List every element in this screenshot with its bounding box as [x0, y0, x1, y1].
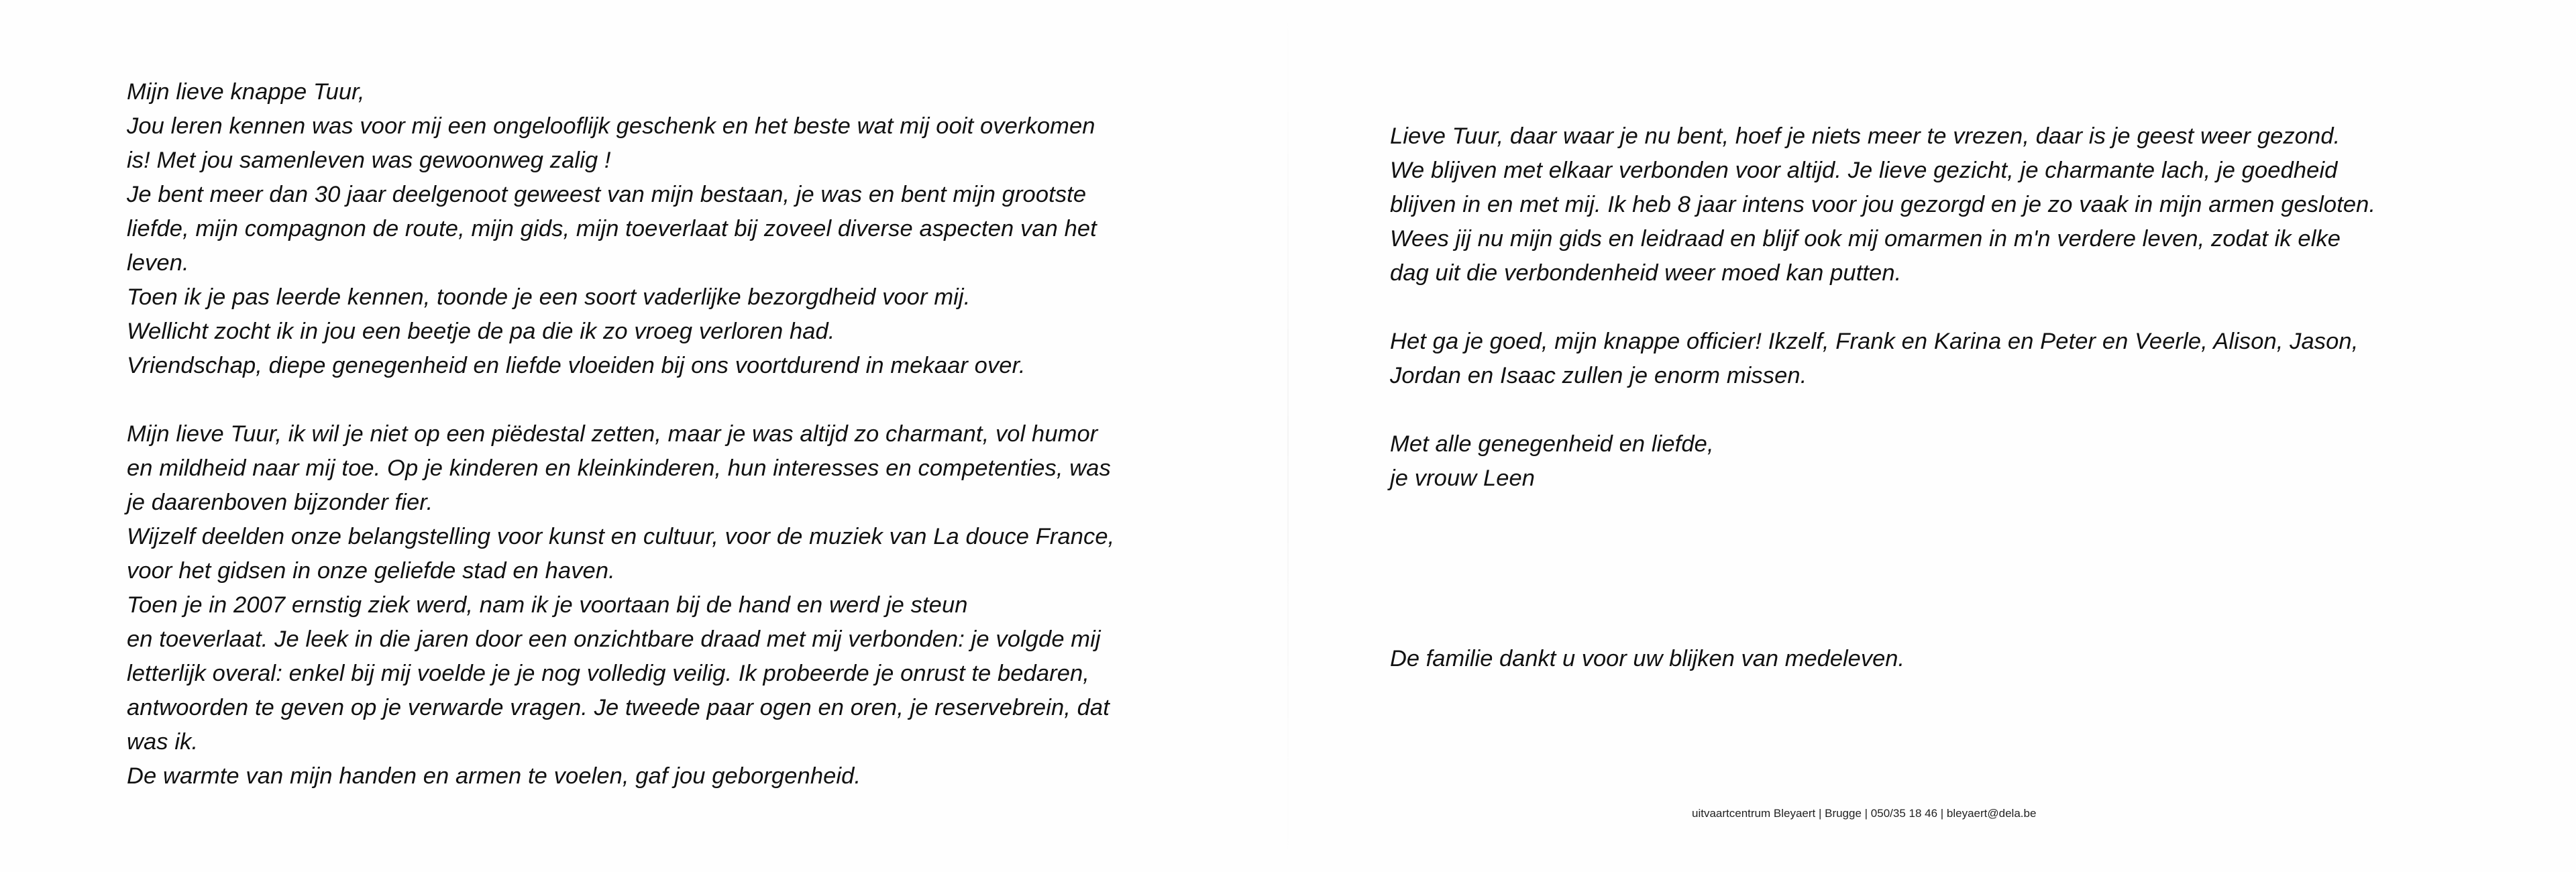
text-line: Wees jij nu mijn gids en leidraad en blijf ook mij omarmen in m'n verdere leven, zodat ik elke [1390, 226, 2341, 252]
text-line: We blijven met elkaar verbonden voor altijd. Je lieve gezicht, je charmante lach, je goedheid [1390, 158, 2338, 183]
text-line: Lieve Tuur, daar waar je nu bent, hoef je niets meer te vrezen, daar is je geest weer gezond. [1390, 123, 2341, 149]
text-line: Toen je in 2007 ernstig ziek werd, nam ik je voortaan bij de hand en werd je steun [127, 592, 968, 618]
text-line: De warmte van mijn handen en armen te voelen, gaf jou geborgenheid. [127, 763, 861, 789]
text-line: Jordan en Isaac zullen je enorm missen. [1390, 363, 1807, 388]
text-line: Jou leren kennen was voor mij een ongelooflijk geschenk en het beste wat mij ooit overkomen [127, 113, 1095, 139]
family-thanks: De familie dankt u voor uw blijken van medeleven. [1390, 646, 1905, 671]
text-line: liefde, mijn compagnon de route, mijn gids, mijn toeverlaat bij zoveel diverse aspecten van het [127, 216, 1097, 241]
text-line: voor het gidsen in onze geliefde stad en haven. [127, 558, 615, 584]
text-line: Toen ik je pas leerde kennen, toonde je een soort vaderlijke bezorgdheid voor mij. [127, 284, 971, 310]
funeral-home-footer: uitvaartcentrum Bleyaert | Brugge | 050/35 18 46 | bleyaert@dela.be [1692, 807, 2037, 820]
paragraph-gap [1390, 393, 2530, 427]
text-line: antwoorden te geven op je verwarde vragen. Je tweede paar ogen en oren, je reservebrein, dat [127, 695, 1110, 720]
signature-line: je vrouw Leen [1390, 466, 1536, 491]
paragraph-gap [127, 383, 1227, 417]
text-line: Je bent meer dan 30 jaar deelgenoot geweest van mijn bestaan, je was en bent mijn grootste [127, 182, 1087, 207]
left-column-text [127, 75, 1227, 794]
text-line: je daarenboven bijzonder fier. [127, 490, 433, 515]
text-line: Het ga je goed, mijn knappe officier! Ikzelf, Frank en Karina en Peter en Veerle, Alison, Jason, [1390, 329, 2359, 354]
text-line: is! Met jou samenleven was gewoonweg zalig ! [127, 148, 611, 173]
text-line: blijven in en met mij. Ik heb 8 jaar intens voor jou gezorgd en je zo vaak in mijn armen gesloten. [1390, 192, 2376, 217]
closing-line: Met alle genegenheid en liefde, [1390, 431, 1714, 457]
fold-line [1287, 0, 1289, 872]
paragraph-gap [1390, 290, 2530, 325]
text-line: leven. [127, 250, 189, 276]
text-line: Mijn lieve Tuur, ik wil je niet op een piëdestal zetten, maar je was altijd zo charmant, vol humor [127, 421, 1098, 447]
text-line: Wijzelf deelden onze belangstelling voor kunst en cultuur, voor de muziek van La douce France, [127, 524, 1115, 549]
text-line: en toeverlaat. Je leek in die jaren door een onzichtbare draad met mij verbonden: je volgde mij [127, 626, 1101, 652]
text-line: letterlijk overal: enkel bij mij voelde je je nog volledig veilig. Ik probeerde je onrust te bedaren, [127, 661, 1089, 686]
text-line: en mildheid naar mij toe. Op je kinderen en kleinkinderen, hun interesses en competenties, was [127, 455, 1111, 481]
text-line: was ik. [127, 729, 199, 755]
text-line: Mijn lieve knappe Tuur, [127, 79, 365, 105]
text-line: dag uit die verbondenheid weer moed kan putten. [1390, 260, 1902, 286]
text-line: Wellicht zocht ik in jou een beetje de pa die ik zo vroeg verloren had. [127, 319, 835, 344]
text-line: Vriendschap, diepe genegenheid en liefde vloeiden bij ons voortdurend in mekaar over. [127, 353, 1026, 378]
right-column-text [1390, 119, 2530, 496]
